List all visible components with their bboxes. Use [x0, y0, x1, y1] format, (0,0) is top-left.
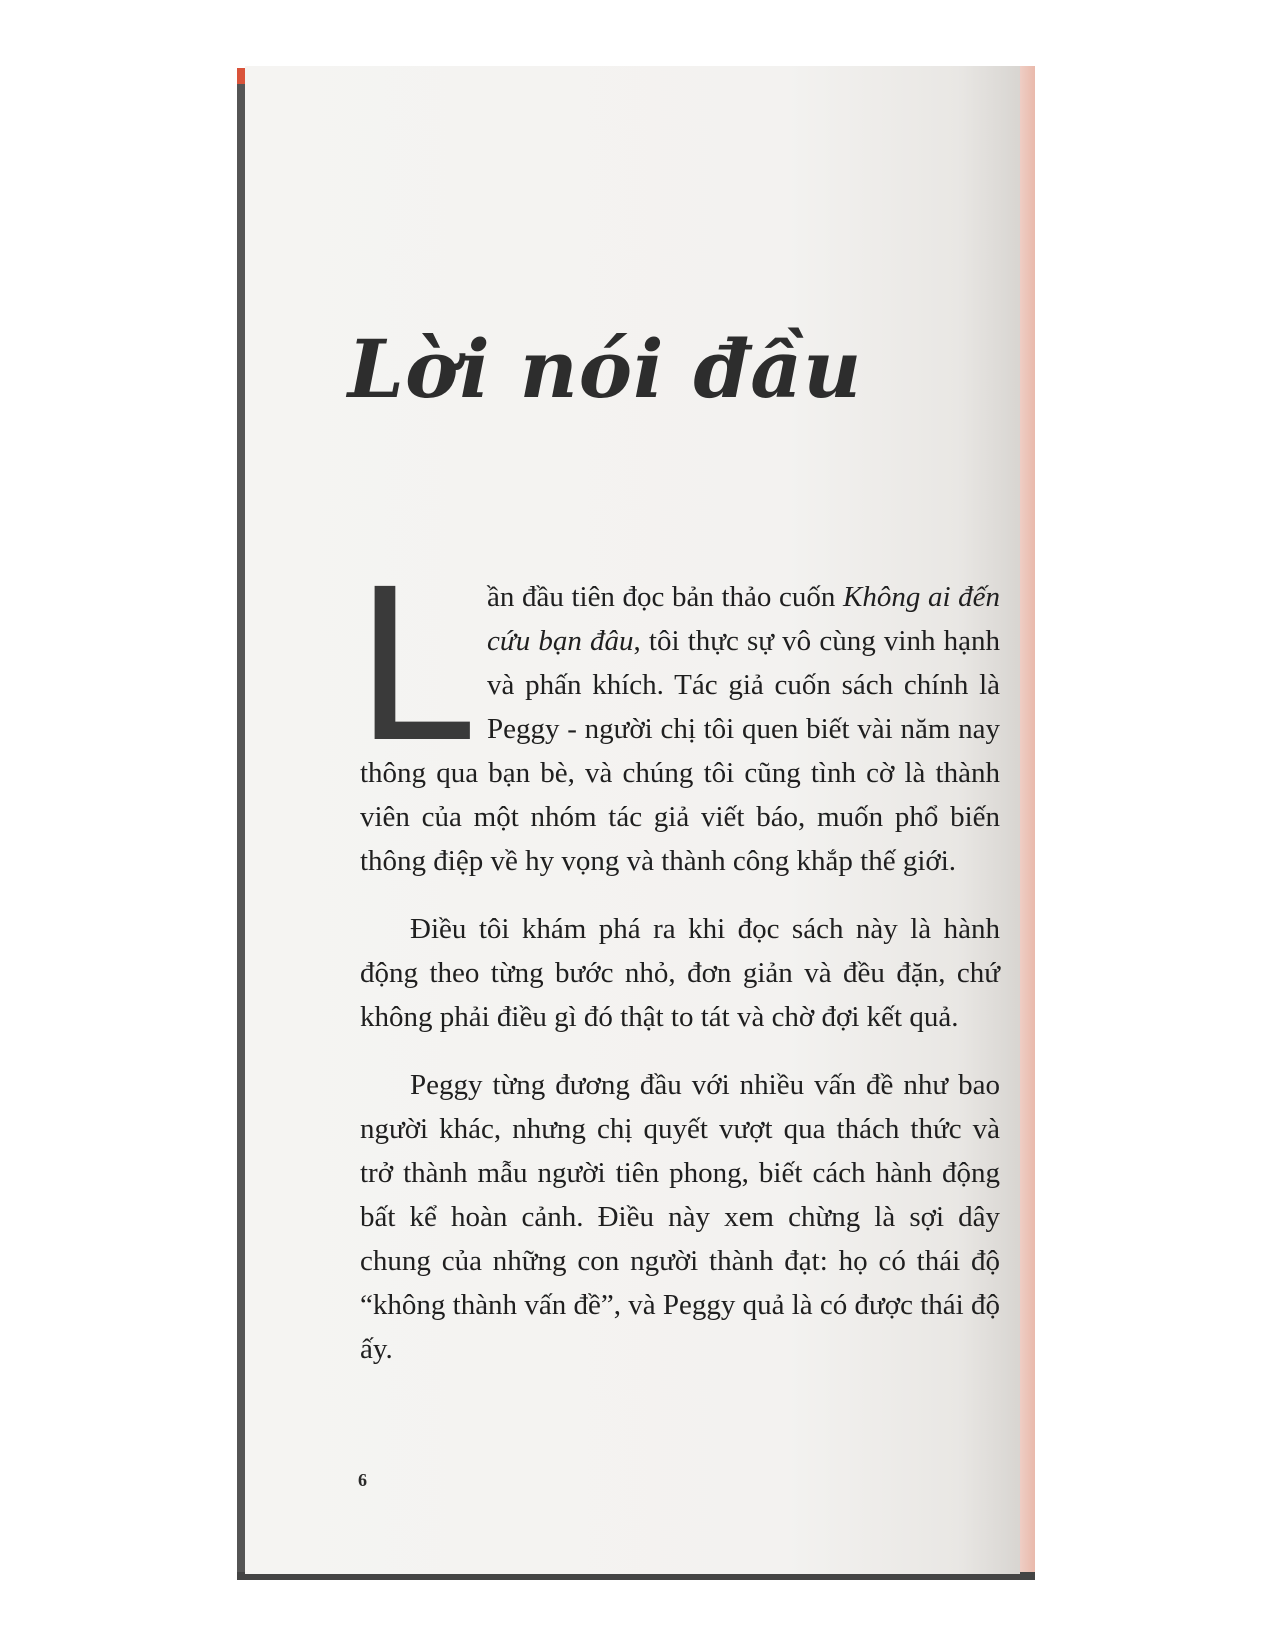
paragraph-1	[354, 544, 1000, 883]
page-left-edge	[237, 68, 245, 1578]
paragraph-1-text-a: ần đầu tiên đọc bản thảo cuốn	[487, 581, 844, 613]
paragraph-2: Điều tôi khám phá ra khi đọc sách này là hành động theo từng bước nhỏ, đơn giản và đều đặn, chứ không phải điều gì đó thật to tát và chờ đợi kết quả.	[360, 913, 1000, 1033]
drop-cap: L	[354, 544, 471, 789]
paragraph-3: Peggy từng đương đầu với nhiều vấn đề như bao người khác, nhưng chị quyết vượt qua thách thức và trở thành mẫu người tiên phong, biết cách hành động bất kể hoàn cảnh. Điều này xem chừng là sợi dây chung của những con người thành đạt: họ có thái độ “không thành vấn đề”, và Peggy quả là có được thái độ ấy.	[360, 1069, 1000, 1365]
book-title-italic: Không ai đến cứu bạn đâu	[487, 581, 1000, 657]
body-text	[354, 544, 1000, 1395]
chapter-title: Lời nói đầu	[347, 322, 863, 416]
paragraph-1-text-b: , tôi thực sự vô cùng vinh hạnh và phấn khích. Tác giả cuốn sách chính là Peggy - người chị tôi quen biết vài năm nay thông qua bạn bè, và chúng tôi cũng tình cờ là thành viên của một nhóm tác giả viết báo, muốn phổ biến thông điệp về hy vọng và thành công khắp thế giới.	[360, 625, 1000, 877]
page-number: 6	[358, 1470, 367, 1490]
cover-accent-left	[237, 68, 245, 84]
